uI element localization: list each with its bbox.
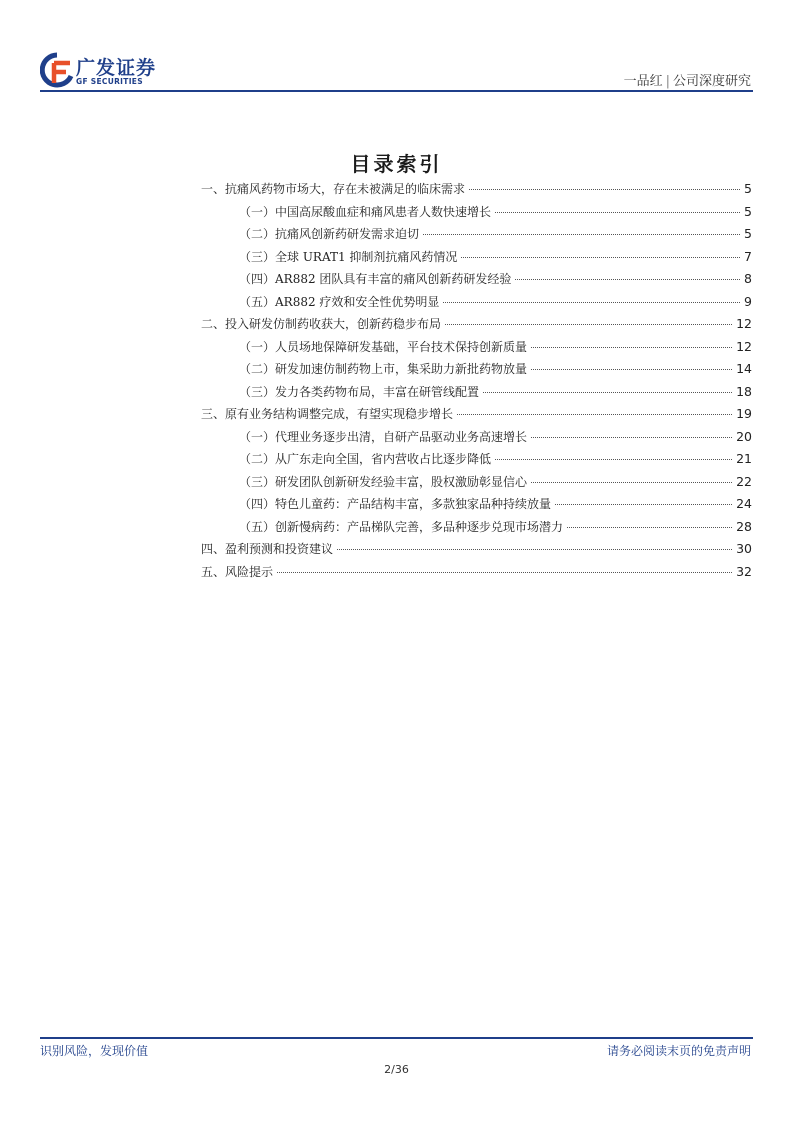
toc-dot-leader: [423, 234, 740, 235]
toc-entry-page: 12: [736, 316, 752, 331]
toc-section-entry[interactable]: [201, 383, 752, 406]
toc-section-entry[interactable]: [201, 338, 752, 361]
toc-entry-page: 19: [736, 406, 752, 421]
toc-entry-title: （一）代理业务逐步出清，自研产品驱动业务高速增长: [239, 429, 528, 444]
toc-entry-title: （四）特色儿童药：产品结构丰富，多款独家品种持续放量: [239, 497, 552, 511]
toc-entry-title: （五）AR882 疗效和安全性优势明显: [239, 294, 440, 309]
toc-dot-leader: [469, 189, 740, 190]
toc-dot-leader: [461, 257, 740, 258]
toc-dot-leader: [337, 549, 732, 550]
toc-section-entry[interactable]: [201, 225, 752, 248]
toc-dot-leader: [531, 369, 732, 370]
toc-chapter-entry[interactable]: [201, 405, 752, 428]
toc-section-entry[interactable]: [201, 293, 752, 316]
toc-section-entry[interactable]: [201, 270, 752, 293]
footer-slogan: 识别风险，发现价值: [40, 1044, 149, 1058]
toc-entry-title: （二）研发加速仿制药物上市，集采助力新批药物放量: [239, 362, 528, 376]
toc-entry-title: （一）中国高尿酸血症和痛风患者人数快速增长: [239, 204, 492, 219]
toc-chapter-entry[interactable]: [201, 315, 752, 338]
toc-entry-title: （五）创新慢病药：产品梯队完善，多品种逐步兑现市场潜力: [239, 519, 564, 534]
toc-entry-page: 7: [744, 248, 752, 264]
toc-dot-leader: [483, 392, 732, 393]
toc-section-entry[interactable]: [201, 428, 752, 451]
report-series: 一品红: [623, 74, 663, 89]
toc-entry-page: 24: [736, 496, 752, 511]
toc-entry-page: 5: [744, 181, 752, 196]
toc-entry-title: 四、盈利预测和投资建议: [201, 542, 334, 556]
toc-entry-title: （一）人员场地保障研发基础，平台技术保持创新质量: [239, 339, 528, 354]
toc-dot-leader: [531, 347, 732, 348]
toc-dot-leader: [445, 324, 732, 325]
logo-chinese-name: 广发证券: [76, 57, 157, 79]
toc-entry-page: 12: [736, 338, 752, 354]
toc-entry-title: 二、投入研发仿制药收获大，创新药稳步布局: [201, 317, 442, 331]
report-type: 公司深度研究: [672, 74, 751, 89]
footer-divider: [40, 1037, 753, 1039]
toc-section-entry[interactable]: [201, 495, 752, 518]
toc-entry-title: 一、抗痛风药物市场大，存在未被满足的临床需求: [201, 182, 466, 196]
toc-dot-leader: [457, 414, 732, 415]
toc-entry-page: 8: [744, 271, 752, 286]
toc-chapter-entry[interactable]: [201, 540, 752, 563]
toc-section-entry[interactable]: [201, 203, 752, 226]
toc-dot-leader: [555, 504, 732, 505]
toc-chapter-entry[interactable]: [201, 563, 752, 586]
toc-entry-title: （三）研发团队创新研发经验丰富，股权激励彰显信心: [239, 474, 528, 489]
toc-entry-title: （二）抗痛风创新药研发需求迫切: [239, 227, 420, 241]
toc-entry-title: （三）发力各类药物布局，丰富在研管线配置: [239, 384, 480, 399]
toc-entry-page: 21: [736, 451, 752, 466]
logo-english-name: GF SECURITIES: [76, 77, 143, 86]
toc-entry-title: 五、风险提示: [201, 564, 274, 579]
toc-entry-title: 三、原有业务结构调整完成，有望实现稳步增长: [201, 407, 454, 421]
toc-section-entry[interactable]: [201, 360, 752, 383]
toc-dot-leader: [443, 302, 740, 303]
toc-dot-leader: [495, 212, 740, 213]
report-header-label: [624, 70, 751, 89]
table-of-contents: [201, 180, 752, 585]
toc-section-entry[interactable]: [201, 248, 752, 271]
toc-entry-page: 32: [736, 563, 752, 579]
toc-entry-page: 14: [736, 361, 752, 376]
toc-dot-leader: [531, 437, 732, 438]
toc-section-entry[interactable]: [201, 450, 752, 473]
toc-entry-title: （二）从广东走向全国，省内营收占比逐步降低: [239, 452, 492, 466]
toc-entry-page: 22: [736, 473, 752, 489]
gf-securities-logo: [40, 52, 170, 92]
toc-dot-leader: [277, 572, 732, 573]
toc-entry-page: 5: [744, 203, 752, 219]
toc-title: 目录索引: [350, 152, 443, 176]
page-number: 2/36: [384, 1063, 409, 1076]
toc-entry-page: 28: [736, 518, 752, 534]
footer-disclaimer: 请务必阅读末页的免责声明: [606, 1044, 751, 1058]
toc-dot-leader: [515, 279, 740, 280]
toc-entry-page: 5: [744, 226, 752, 241]
header-separator: |: [665, 74, 670, 89]
toc-entry-page: 30: [736, 541, 752, 556]
toc-entry-title: （三）全球 URAT1 抑制剂抗痛风药情况: [239, 249, 458, 264]
toc-entry-page: 9: [744, 293, 752, 309]
toc-entry-page: 20: [736, 428, 752, 444]
header-divider: [40, 90, 753, 92]
toc-dot-leader: [495, 459, 732, 460]
toc-entry-page: 18: [736, 383, 752, 399]
toc-section-entry[interactable]: [201, 518, 752, 541]
toc-chapter-entry[interactable]: [201, 180, 752, 203]
toc-dot-leader: [567, 527, 732, 528]
toc-dot-leader: [531, 482, 732, 483]
toc-section-entry[interactable]: [201, 473, 752, 496]
gf-logo-icon: [40, 52, 74, 90]
toc-entry-title: （四）AR882 团队具有丰富的痛风创新药研发经验: [239, 272, 512, 286]
